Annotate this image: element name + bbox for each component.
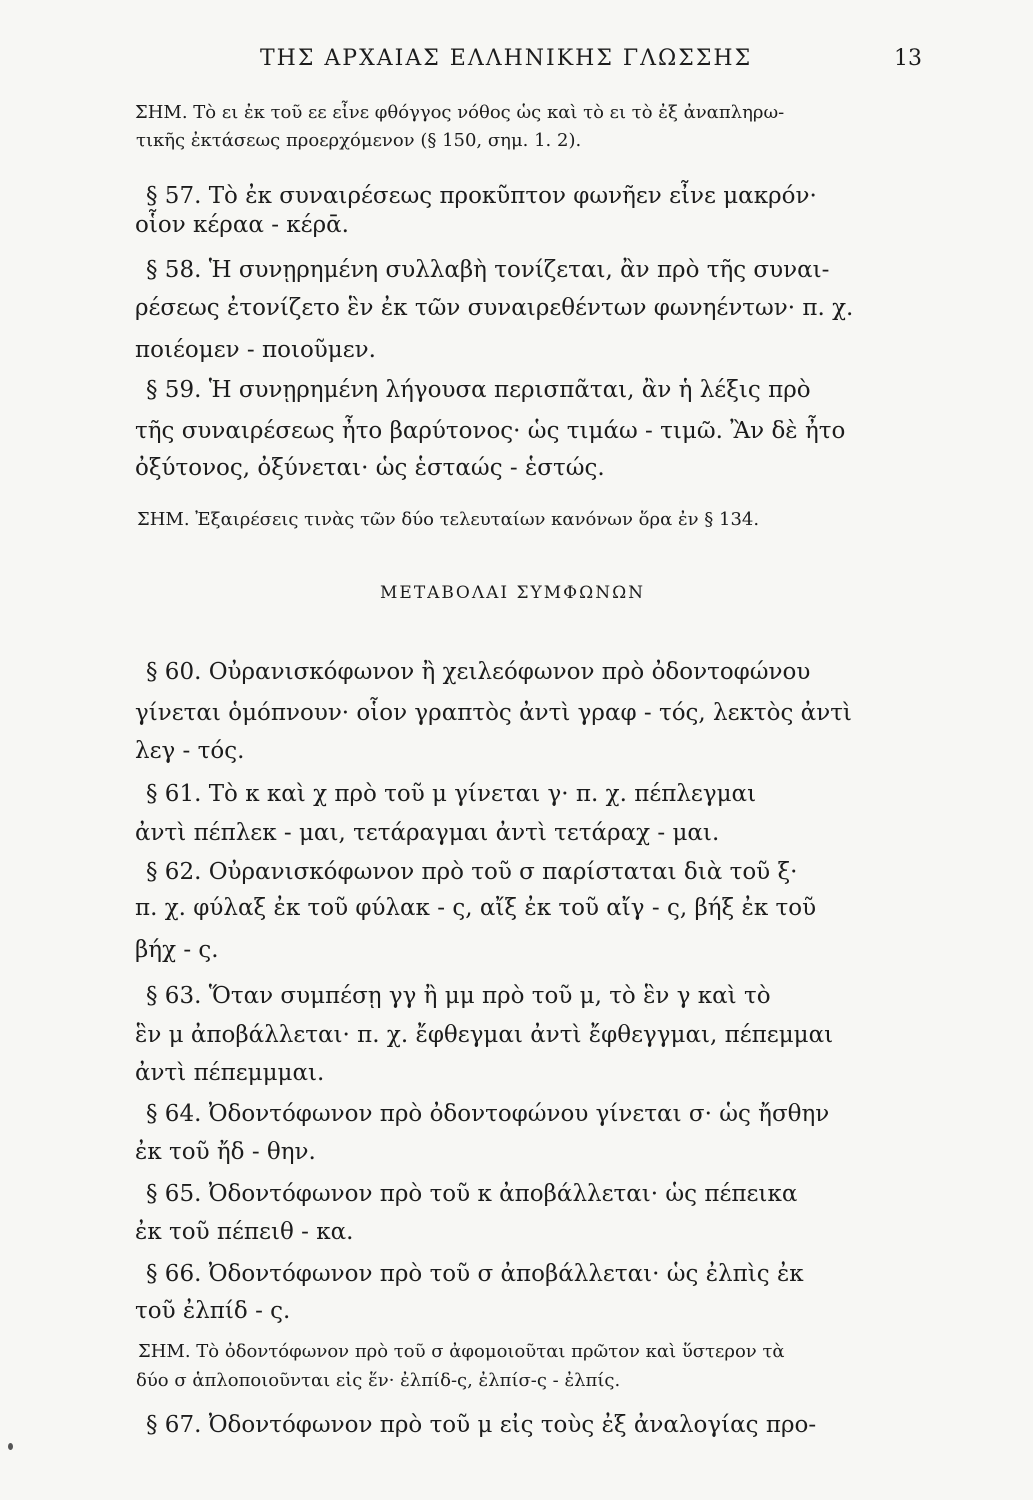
margin-mark: [8, 1443, 13, 1450]
section-59-line: § 59. Ἡ συνῃρημένη λήγουσα περισπᾶται, ἂν ἡ λέξις πρὸ: [146, 377, 811, 403]
section-63-line: § 63. Ὅταν συμπέσῃ γγ ἢ μμ πρὸ τοῦ μ, τὸ ἓν γ καὶ τὸ: [146, 983, 771, 1009]
section-63-line: ἓν μ ἀποβάλλεται· π. χ. ἔφθεγμαι ἀντὶ ἔφθεγγμαι, πέπεμμαι: [135, 1022, 834, 1048]
section-65-line: § 65. Ὀδοντόφωνον πρὸ τοῦ κ ἀποβάλλεται· ὡς πέπεικα: [146, 1181, 798, 1207]
section-61-line: § 61. Τὸ κ καὶ χ πρὸ τοῦ μ γίνεται γ· π. χ. πέπλεγμαι: [146, 781, 757, 807]
section-58-line: § 58. Ἡ συνῃρημένη συλλαβὴ τονίζεται, ἂν πρὸ τῆς συναι-: [146, 257, 830, 283]
section-60-line: γίνεται ὁμόπνουν· οἷον γραπτὸς ἀντὶ γραφ - τός, λεκτὸς ἀντὶ: [135, 700, 852, 726]
section-59-line: τῆς συναιρέσεως ἦτο βαρύτονος· ὡς τιμάω - τιμῶ. Ἂν δὲ ἦτο: [135, 418, 846, 444]
section-58-line: ρέσεως ἐτονίζετο ἓν ἐκ τῶν συναιρεθέντων φωνηέντων· π. χ.: [135, 295, 854, 321]
section-67-line: § 67. Ὀδοντόφωνον πρὸ τοῦ μ εἰς τοὺς ἐξ ἀναλογίας προ-: [146, 1412, 817, 1438]
section-60-line: § 60. Οὐρανισκόφωνον ἢ χειλεόφωνον πρὸ ὀδοντοφώνου: [146, 659, 811, 685]
note-line: ΣΗΜ. Τὸ ει ἐκ τοῦ εε εἶνε φθόγγος νόθος ὡς καὶ τὸ ει τὸ ἐξ ἀναπληρω-: [135, 102, 785, 123]
section-66-line: τοῦ ἐλπίδ - ς.: [135, 1298, 291, 1324]
section-62-line: βήχ - ς.: [135, 937, 219, 963]
section-63-line: ἀντὶ πέπεμμμαι.: [135, 1060, 325, 1086]
note-line: ΣΗΜ. Ἐξαιρέσεις τινὰς τῶν δύο τελευταίων κανόνων ὅρα ἐν § 134.: [137, 509, 760, 530]
section-59-line: ὀξύτονος, ὀξύνεται· ὡς ἑσταώς - ἑστώς.: [135, 455, 605, 481]
section-58-line: ποιέομεν - ποιοῦμεν.: [135, 337, 376, 363]
running-header: [120, 46, 920, 76]
running-title: ΤΗΣ ΑΡΧΑΙΑΣ ΕΛΛΗΝΙΚΗΣ ΓΛΩΣΣΗΣ: [260, 46, 753, 71]
note-line: δύο σ ἁπλοποιοῦνται εἰς ἕν· ἐλπίδ-ς, ἐλπίσ-ς - ἐλπίς.: [136, 1370, 621, 1391]
section-66-line: § 66. Ὀδοντόφωνον πρὸ τοῦ σ ἀποβάλλεται· ὡς ἐλπὶς ἐκ: [146, 1261, 804, 1287]
section-64-line: § 64. Ὀδοντόφωνον πρὸ ὀδοντοφώνου γίνεται σ· ὡς ἤσθην: [146, 1101, 830, 1127]
section-57-line: § 57. Τὸ ἐκ συναιρέσεως προκῦπτον φωνῆεν εἶνε μακρόν·: [146, 183, 817, 209]
note-line: ΣΗΜ. Τὸ ὀδοντόφωνον πρὸ τοῦ σ ἀφομοιοῦται πρῶτον καὶ ὕστερον τὰ: [138, 1341, 785, 1362]
section-57-line: οἷον κέραα - κέρᾱ.: [135, 212, 349, 238]
section-60-line: λεγ - τός.: [135, 738, 245, 764]
section-62-line: π. χ. φύλαξ ἐκ τοῦ φύλακ - ς, αἴξ ἐκ τοῦ αἴγ - ς, βήξ ἐκ τοῦ: [135, 895, 817, 921]
section-65-line: ἐκ τοῦ πέπειθ - κα.: [135, 1219, 354, 1245]
section-61-line: ἀντὶ πέπλεκ - μαι, τετάραγμαι ἀντὶ τετάραχ - μαι.: [135, 820, 720, 846]
section-62-line: § 62. Οὐρανισκόφωνον πρὸ τοῦ σ παρίσταται διὰ τοῦ ξ·: [146, 859, 798, 885]
section-heading: ΜΕΤΑΒΟΛΑΙ ΣΥΜΦΩΝΩΝ: [380, 583, 646, 603]
page-number: 13: [894, 46, 922, 71]
note-line: τικῆς ἐκτάσεως προερχόμενον (§ 150, σημ. 1. 2).: [136, 130, 582, 151]
section-64-line: ἐκ τοῦ ἤδ - θην.: [135, 1139, 316, 1165]
